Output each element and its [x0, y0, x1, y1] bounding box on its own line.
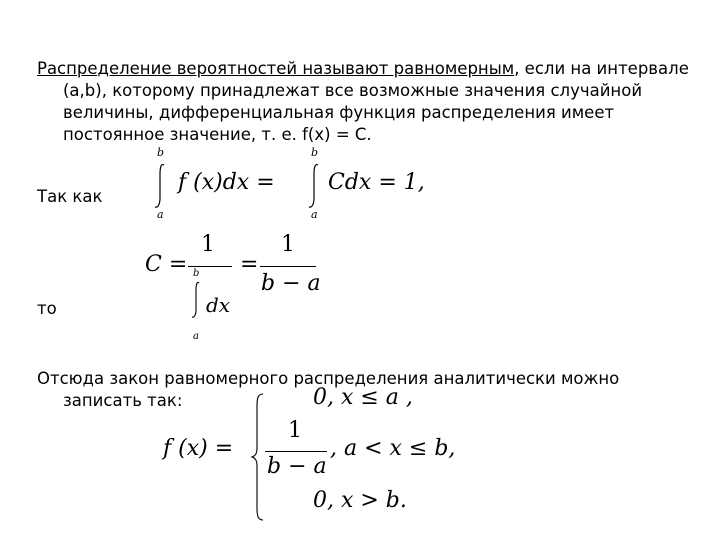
definition-term: Распределение вероятностей называют равномерным — [37, 59, 515, 78]
integral1-sign — [153, 162, 167, 210]
definition-rest: , если на интервале (a,b), которому принадлежат все возможные значения случайной величины, дифференциальная функция распределения имеет постоянное значение, т. е. f(x) = C. — [63, 59, 689, 144]
piecewise-case2-cond: , a < x ≤ b, — [330, 436, 456, 461]
piecewise-frac-line — [265, 451, 327, 452]
integral1-lhs: f (x)dx = — [178, 170, 275, 195]
constant-lhs: C = — [145, 252, 188, 277]
constant-frac2-line — [260, 266, 316, 267]
then-label: то — [37, 299, 57, 318]
integral1-upper: b — [157, 146, 165, 159]
constant-integral-sign — [190, 280, 202, 320]
conclusion-paragraph: Отсюда закон равномерного распределения аналитически можно записать так: — [37, 369, 620, 410]
constant-num2: 1 — [281, 232, 295, 257]
constant-den-integrand: dx — [206, 293, 231, 317]
constant-num1: 1 — [201, 232, 215, 257]
constant-integral-lower: a — [193, 331, 199, 342]
definition-paragraph — [37, 58, 713, 146]
piecewise-brace — [250, 392, 266, 522]
piecewise-lhs: f (x) = — [163, 436, 234, 461]
constant-frac1-line — [188, 266, 232, 267]
constant-den2: b − a — [261, 271, 321, 296]
integral1-lower: a — [157, 208, 164, 221]
constant-integral-upper: b — [193, 268, 200, 279]
constant-eq: = — [240, 252, 259, 277]
integral2-lower: a — [311, 208, 318, 221]
piecewise-case3: 0, x > b. — [313, 488, 407, 513]
integral2-upper: b — [311, 146, 319, 159]
integral2-rhs: Cdx = 1, — [328, 170, 425, 195]
piecewise-case1: 0, x ≤ a , — [313, 385, 413, 410]
since-label: Так как — [37, 187, 103, 206]
piecewise-case2-num: 1 — [288, 418, 302, 443]
piecewise-case2-den: b − a — [267, 454, 327, 479]
integral2-sign — [307, 162, 321, 210]
